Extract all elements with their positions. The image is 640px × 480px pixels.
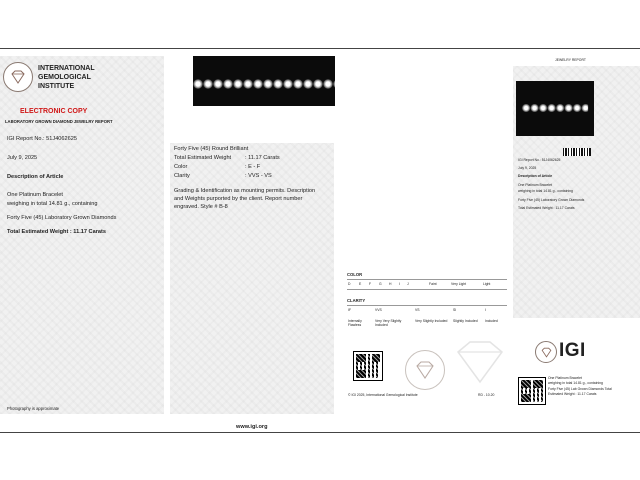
org-name-line-1: INTERNATIONAL [38, 65, 95, 72]
bracelet-photo-small [516, 81, 594, 136]
color-letter: D [348, 282, 351, 286]
bottom-rule [0, 432, 640, 433]
color-letter: H [389, 282, 392, 286]
color-letter: E [359, 282, 362, 286]
copyright-line: © IGI 2025, International Gemological Institute [348, 393, 418, 397]
color-heading: COLOR [347, 272, 363, 277]
clarity-term: Very Very Slightly Included [375, 319, 402, 327]
clarity-term: Slightly Included [453, 319, 478, 323]
grade-value: : E - F [245, 164, 261, 170]
desc-line: Forty Five (45) Laboratory Grown Diamonds [7, 215, 117, 221]
color-term: Faint [429, 282, 437, 286]
total-weight-line: Total Estimated Weight : 11.17 Carats [7, 229, 106, 235]
small-desc-line: One Platinum Bracelet [548, 376, 582, 380]
jewelry-report-header: JEWELRY REPORT [555, 58, 586, 62]
color-letter: F [369, 282, 372, 286]
website-link[interactable]: www.igi.org [236, 424, 268, 430]
desc-line: One Platinum Bracelet [7, 192, 63, 198]
color-letter: I [399, 282, 400, 286]
org-name-line-2: GEMOLOGICAL [38, 74, 91, 81]
right-report-date: July 9, 2025 [518, 166, 537, 170]
comment-line: and Weights purported by the client. Report number [174, 196, 303, 202]
clarity-term: Included [485, 319, 498, 323]
desc-line: weighing in total 14.81 g., containing [7, 201, 98, 207]
diamond-outline-watermark [450, 338, 510, 391]
stones-description: Forty Five (45) Round Brilliant [174, 146, 249, 152]
right-report-number: IGI Report No.: 51J4062625 [518, 158, 561, 162]
report-date: July 9, 2025 [7, 155, 38, 161]
right-bottom-card [513, 326, 640, 414]
comment-line: engraved. Style # B-8 [174, 204, 228, 210]
clarity-grade: I [485, 308, 486, 312]
color-term: Very Light [451, 282, 467, 286]
right-desc-line: weighing in total 14.81 g., containing [518, 189, 573, 193]
clarity-grade: VVS [375, 308, 382, 312]
left-report-panel [0, 56, 164, 414]
clarity-grade: VS [415, 308, 420, 312]
grade-value: : VVS - VS [245, 173, 272, 179]
grading-scale [345, 272, 510, 332]
qr-code-icon [354, 352, 382, 380]
grade-label: Color [174, 164, 188, 170]
clarity-grade: SI [453, 308, 457, 312]
color-term: Light [483, 282, 491, 286]
bracelet-photo [193, 56, 335, 106]
right-desc-line: One Platinum Bracelet [518, 183, 552, 187]
right-desc-line: Total Estimated Weight : 11.17 Carats [518, 206, 575, 210]
igi-seal-icon [3, 62, 33, 92]
middle-details-panel [170, 143, 334, 414]
barcode-icon [563, 148, 591, 156]
clarity-grade: IF [348, 308, 352, 312]
grade-value: : 11.17 Carats [245, 155, 280, 161]
description-heading: Description of Article [7, 174, 64, 180]
igi-watermark-seal-icon [405, 350, 445, 390]
small-desc-line: Forty Five (45) Lab Grown Diamonds Total [548, 387, 612, 391]
form-code: RD - 10.20 [478, 393, 495, 397]
igi-logo-seal-icon [535, 341, 557, 363]
report-title: LABORATORY GROWN DIAMOND JEWELRY REPORT [5, 119, 113, 124]
color-letter: G [379, 282, 382, 286]
right-desc-line: Forty Five (45) Laboratory Grown Diamonds [518, 198, 585, 202]
grade-label: Total Estimated Weight [174, 155, 232, 161]
small-desc-line: Estimated Weight : 11.17 Carats [548, 392, 597, 396]
small-desc-line: weighing in total 14.81 g., containing [548, 381, 603, 385]
electronic-copy-label: ELECTRONIC COPY [20, 108, 88, 115]
clarity-term: Very Slightly Included [415, 319, 448, 323]
comment-line: Grading & Identification as mounting permits. Description [174, 188, 316, 194]
clarity-heading: CLARITY [347, 298, 366, 303]
grade-label: Clarity [174, 173, 190, 179]
igi-logo-text: IGI [559, 340, 586, 361]
photo-note: Photography is approximate [7, 406, 60, 411]
right-card-panel [513, 66, 640, 318]
report-number: IGI Report No.: 51J4062625 [7, 136, 77, 142]
color-letter: J [407, 282, 409, 286]
right-description-heading: Description of Article [518, 174, 553, 178]
top-rule [0, 48, 640, 49]
qr-code-small-icon [519, 378, 545, 404]
clarity-term: Internally Flawless [348, 319, 362, 327]
org-name-line-3: INSTITUTE [38, 83, 75, 90]
